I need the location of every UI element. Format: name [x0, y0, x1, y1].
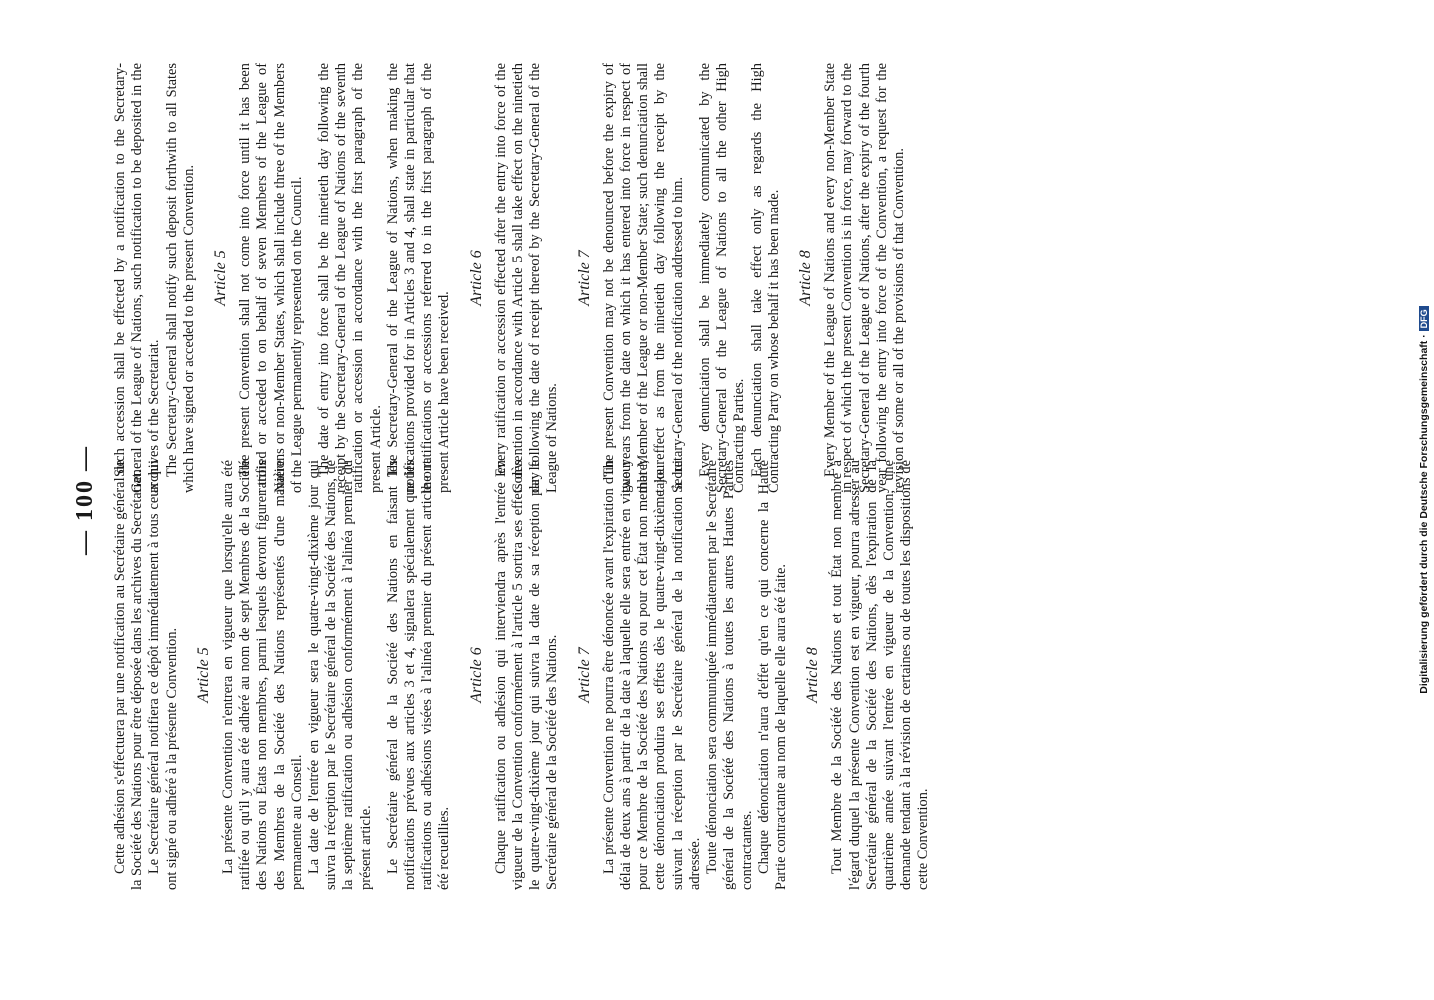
paragraph: The date of entry into force shall be the ninetieth day following the receipt by the Secretary-General of the League of Nations of the seventh ratification or accession in accordance with the first paragraph of the present Article.: [316, 63, 384, 493]
paragraph: The present Convention may not be denounced before the expiry of two years from the date on which it has entered into force in respect of that Member of the League or non-Member State; such denunciation shall take effect as from the ninetieth day following the receipt by the Secretary-General of the notification addressed to him.: [600, 63, 686, 493]
paragraph: La présente Convention ne pourra être dénoncée avant l'expiration d'un délai de deux ans à partir de la date à laquelle elle sera entrée en vigueur pour ce Membre de la Société des Nations ou pour cet État non membre; cette dénonciation produira ses effets dès le quatre-vingt-dixième jour suivant la réception par le Secrétaire général de la notification à lui adressée.: [600, 460, 703, 890]
paragraph: Toute dénonciation sera communiquée immédiatement par le Secrétaire général de la Société des Nations à toutes les autres Hautes Parties contractantes.: [704, 460, 755, 890]
paragraph: Le Secrétaire général notifiera ce dépôt immédiatement à tous ceux qui ont signé ou adhéré à la présente Convention.: [146, 460, 180, 890]
paragraph: Tout Membre de la Société des Nations et tout État non membre à l'égard duquel la présente Convention est en vigueur, pourra adresser au Secrétaire général de la Société des Nations, dès l'expiration de la quatrième année suivant l'entrée en vigueur de la Convention, une demande tendant à la révision de certaines ou de toutes les dispositions de cette Convention.: [829, 460, 932, 890]
digitization-credit: [1418, 0, 1430, 1000]
paragraph: Every Member of the League of Nations and every non-Member State in respect of which the present Convention is in force, may forward to the Secretary-General of the League of Nations, after the expiry of the fourth year following the entry into force of the Convention, a request for the revision of some or all of the provisions of that Convention.: [822, 63, 907, 493]
article-heading: Article 6: [467, 250, 485, 306]
paragraph: La date de l'entrée en vigueur sera le quatre-vingt-dixième jour qui suivra la réception par le Secrétaire général de la Société des Nations, de la septième ratification ou adhésion conformément à l'alinéa premier du présent article.: [306, 460, 374, 890]
paragraph: The Secretary-General shall notify such deposit forthwith to all States which have signed or acceded to the present Convention.: [163, 63, 197, 493]
article-heading: Article 6: [467, 647, 485, 703]
paragraph: The present Convention shall not come into force until it has been ratified or acceded to on behalf of seven Members of the League of Nations or non-Member States, which shall include three of the Members of the League permanently represented on the Council.: [237, 63, 305, 493]
paragraph: Every denunciation shall be immediately communicated by the Secretary-General of the League of Nations to all the other High Contracting Parties.: [696, 63, 748, 493]
paragraph: Every ratification or accession effected after the entry into force of the Convention in accordance with Article 5 shall take effect on the ninetieth day following the date of receipt thereof by the Secretary-General of the League of Nations.: [492, 63, 561, 493]
credit-text: Digitalisierung gefördert durch die Deutsche Forschungsgemeinschaft ·: [1418, 334, 1430, 694]
dfg-logo: DFG: [1419, 306, 1429, 331]
article-heading: Article 5: [194, 647, 212, 703]
article-heading: Article 8: [804, 647, 822, 703]
article-heading: Article 5: [212, 250, 230, 306]
page-number: — 100 —: [72, 445, 98, 555]
paragraph: La présente Convention n'entrera en vigueur que lorsqu'elle aura été ratifiée ou qu'il y aura été adhéré au nom de sept Membres de la Société des Nations ou États non membres, parmi lesquels devront figurer trois des Membres de la Société des Nations représentés d'une manière permanente au Conseil.: [220, 460, 305, 890]
paragraph: Le Secrétaire général de la Société des Nations en faisant les notifications prévues aux articles 3 et 4, signalera spécialement que les ratifications ou adhésions visées à l'alinéa premier du présent article ont été recueillies.: [384, 460, 453, 890]
paragraph: Cette adhésion s'effectuera par une notification au Secrétaire général de la Société des Nations pour être déposée dans les archives du Secrétariat.: [112, 460, 146, 890]
paragraph: Chaque ratification ou adhésion qui interviendra après l'entrée en vigueur de la Convention conformément à l'article 5 sortira ses effets dès le quatre-vingt-dixième jour qui suivra la date de sa réception par le Secrétaire général de la Société des Nations.: [492, 460, 561, 890]
article-heading: Article 7: [575, 647, 593, 703]
article-heading: Article 8: [796, 250, 814, 306]
paragraph: The Secretary-General of the League of Nations, when making the notifications provided for in Articles 3 and 4, shall state in particular that the ratifications or accessions referred to in the first paragraph of the present Article have been received.: [384, 63, 453, 493]
paragraph: Chaque dénonciation n'aura d'effet qu'en ce qui concerne la Haute Partie contractante au nom de laquelle elle aura été faite.: [755, 460, 789, 890]
paragraph: Each denunciation shall take effect only as regards the High Contracting Party on whose behalf it has been made.: [748, 63, 782, 493]
paragraph: Such accession shall be effected by a notification to the Secretary-General of the League of Nations, such notification to be deposited in the archives of the Secretariat.: [112, 63, 163, 493]
english-column: [112, 63, 908, 493]
french-column: [112, 460, 933, 890]
article-heading: Article 7: [575, 250, 593, 306]
